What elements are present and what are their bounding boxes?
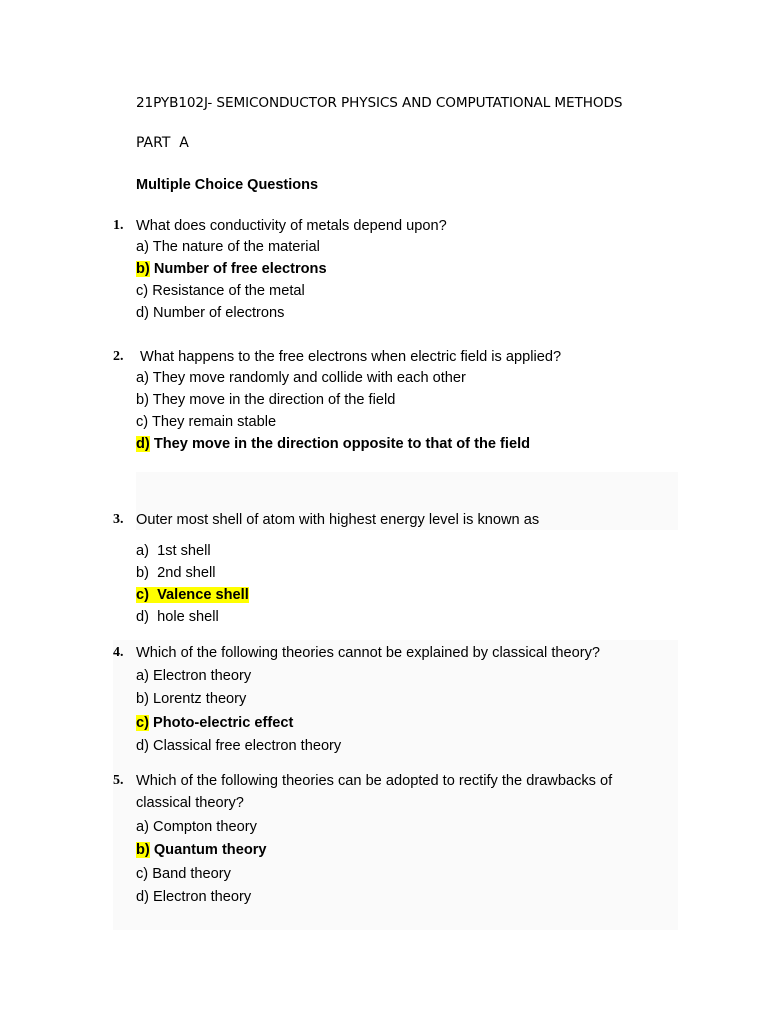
option-d: d) Classical free electron theory bbox=[136, 738, 342, 754]
option-d-correct: d) They move in the direction opposite to that of the field bbox=[136, 436, 531, 452]
answer-highlight: b) bbox=[136, 261, 150, 277]
option-c: c) They remain stable bbox=[136, 414, 277, 430]
option-b: b) They move in the direction of the field bbox=[136, 392, 396, 408]
option-a: a) 1st shell bbox=[136, 543, 211, 559]
option-b-correct: b) Number of free electrons bbox=[136, 261, 327, 277]
option-d: d) Number of electrons bbox=[136, 305, 285, 321]
option-a: a) Electron theory bbox=[136, 668, 252, 684]
question-number: 1. bbox=[113, 218, 124, 233]
question-text: Which of the following theories can be adopted to rectify the drawbacks of classical theory? bbox=[136, 773, 613, 811]
answer-highlight: c) bbox=[136, 715, 149, 731]
question-number: 4. bbox=[113, 645, 124, 660]
option-c-correct: c) Photo-electric effect bbox=[136, 715, 294, 731]
option-d: d) hole shell bbox=[136, 609, 219, 625]
section-heading: Multiple Choice Questions bbox=[136, 177, 319, 193]
question-text: Which of the following theories cannot be explained by classical theory? bbox=[136, 645, 601, 661]
question-number: 5. bbox=[113, 773, 124, 788]
option-c: c) Band theory bbox=[136, 866, 231, 882]
question-text: What does conductivity of metals depend upon? bbox=[136, 218, 447, 234]
document-title: 21PYB102J- SEMICONDUCTOR PHYSICS AND COMPUTATIONAL METHODS bbox=[136, 95, 623, 111]
option-a: a) The nature of the material bbox=[136, 239, 320, 255]
question-number: 3. bbox=[113, 512, 124, 527]
question-text: What happens to the free electrons when electric field is applied? bbox=[136, 349, 562, 365]
part-heading: PART A bbox=[136, 135, 189, 151]
question-text: Outer most shell of atom with highest energy level is known as bbox=[136, 512, 540, 528]
option-b: b) 2nd shell bbox=[136, 565, 216, 581]
question-number: 2. bbox=[113, 349, 124, 364]
option-c: c) Resistance of the metal bbox=[136, 283, 305, 299]
answer-highlight: d) bbox=[136, 436, 150, 452]
option-d: d) Electron theory bbox=[136, 889, 252, 905]
answer-highlight: c) Valence shell bbox=[136, 587, 249, 603]
option-c-correct bbox=[136, 587, 249, 603]
option-b-correct: b) Quantum theory bbox=[136, 842, 267, 858]
answer-highlight: b) bbox=[136, 842, 150, 858]
option-a: a) They move randomly and collide with each other bbox=[136, 370, 466, 386]
option-b: b) Lorentz theory bbox=[136, 691, 247, 707]
option-a: a) Compton theory bbox=[136, 819, 257, 835]
